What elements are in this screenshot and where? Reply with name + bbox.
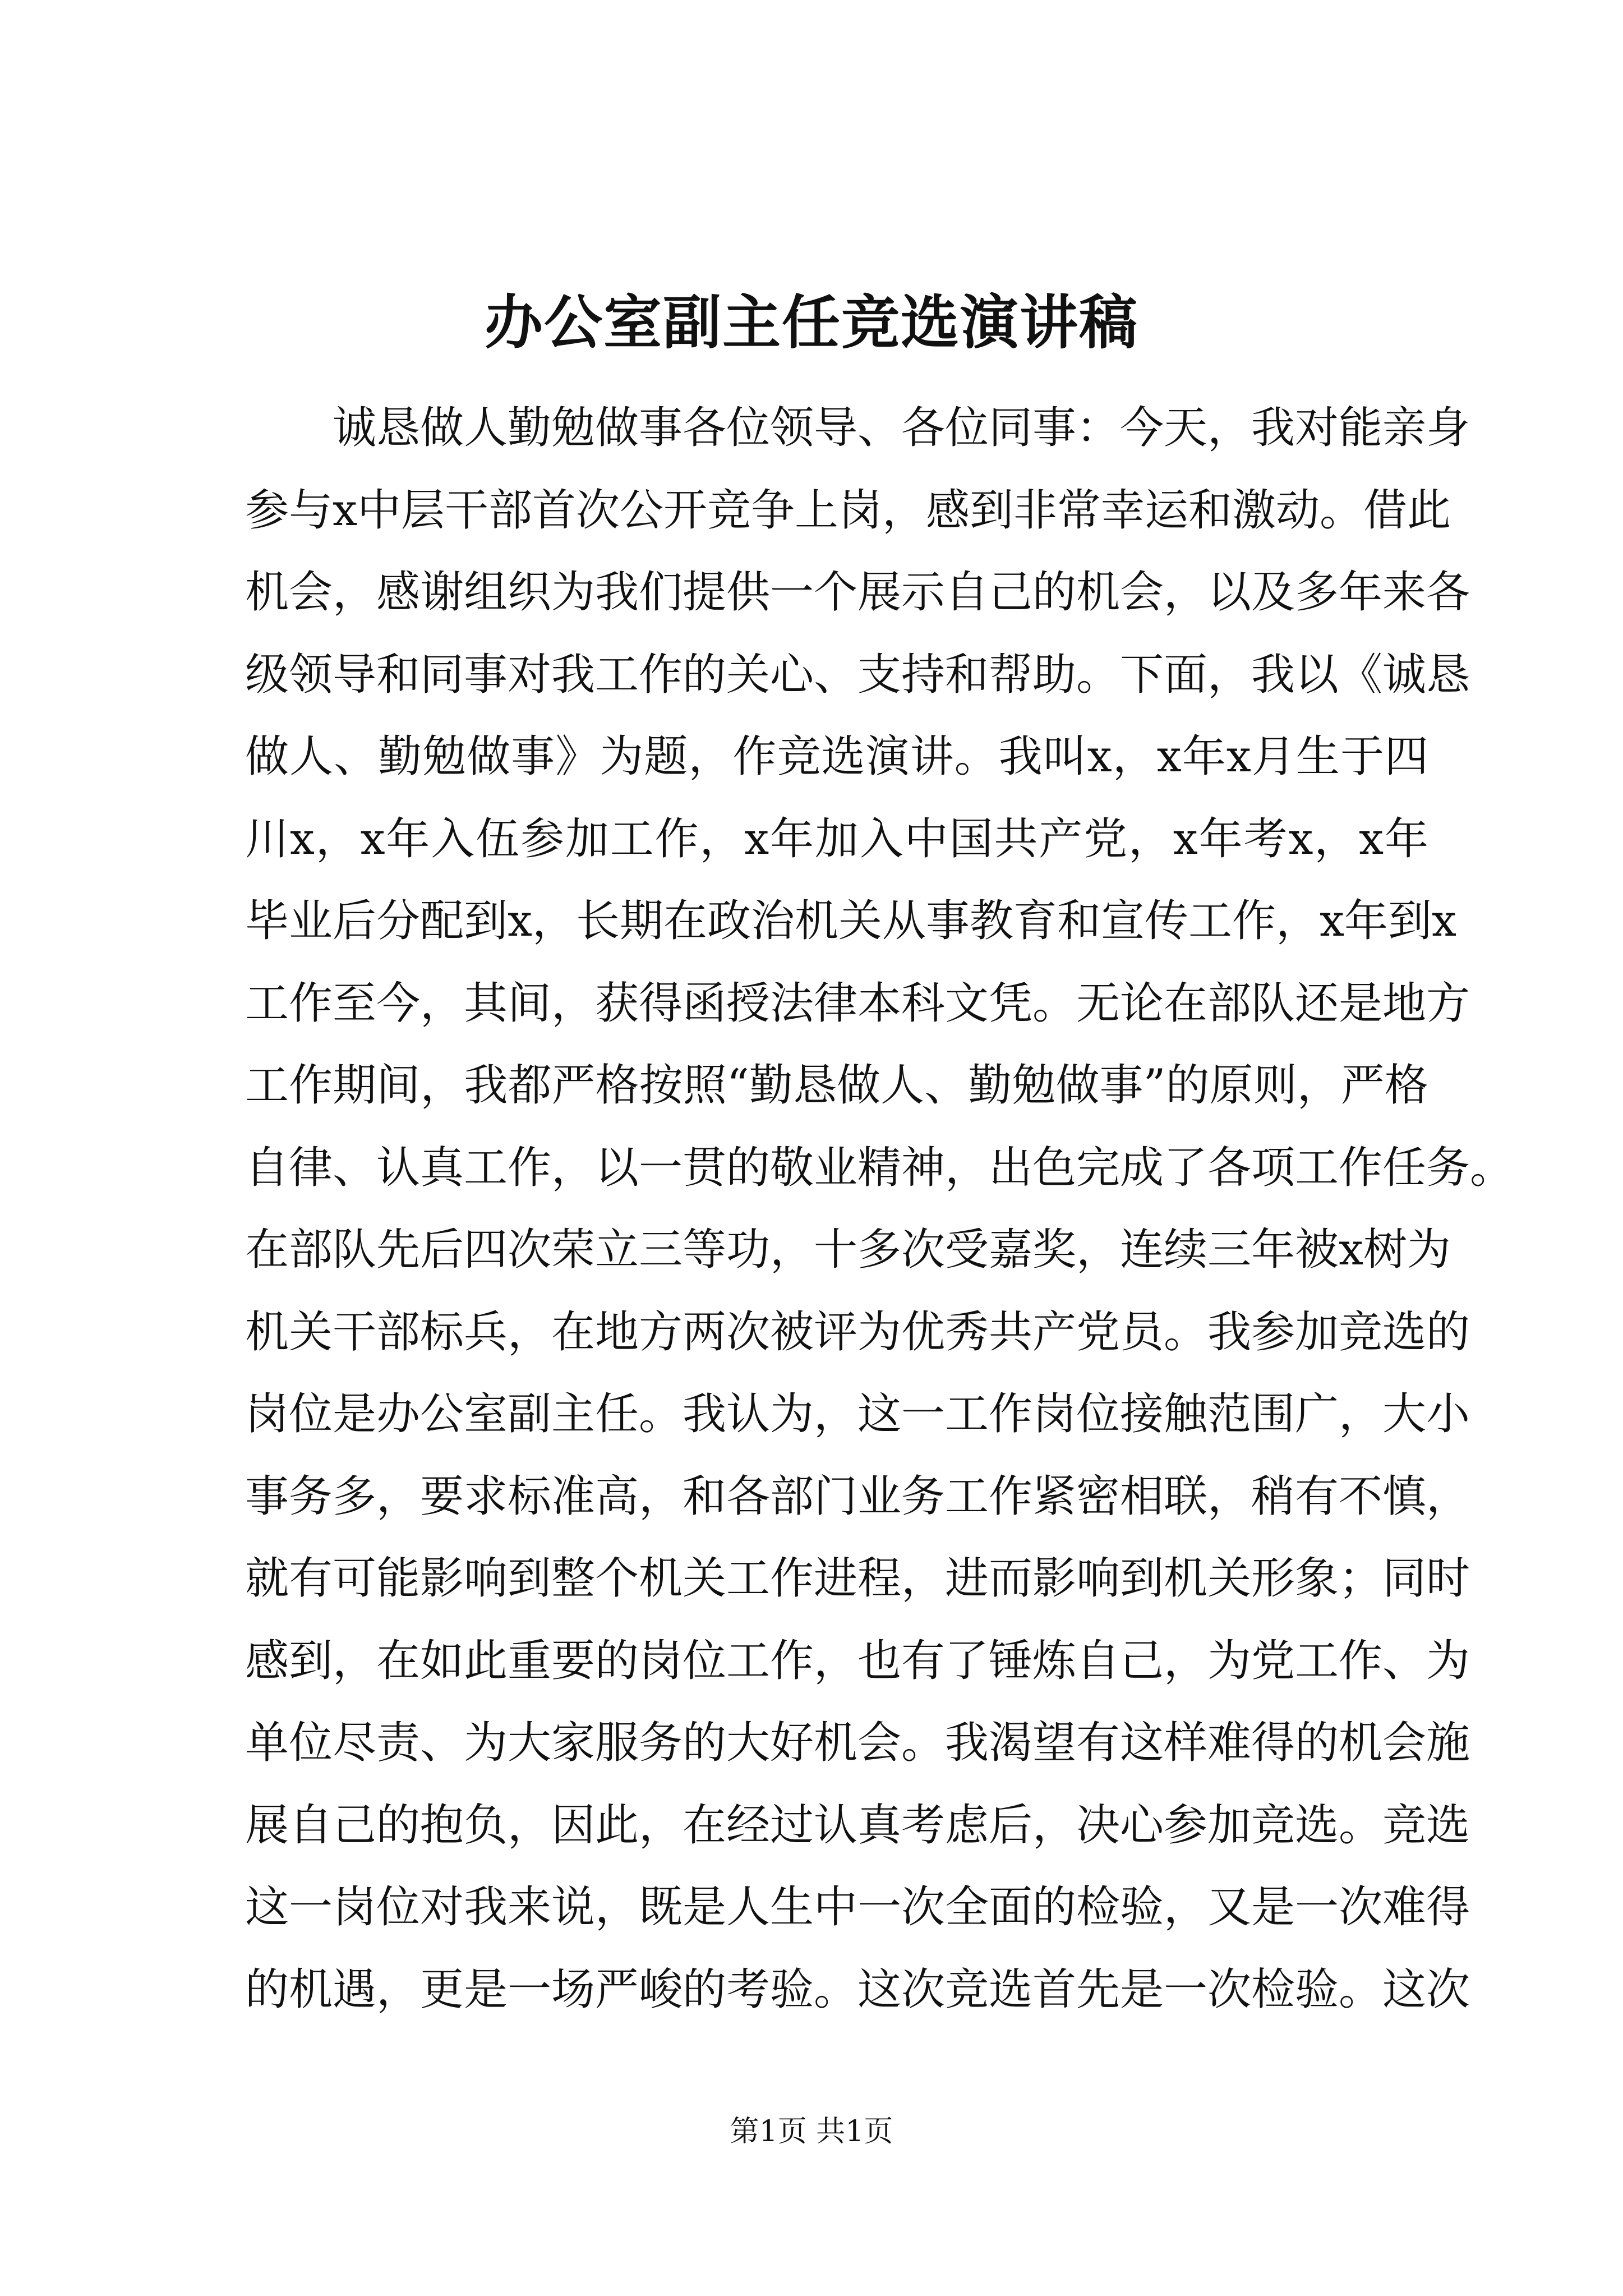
body-text: 感到，在如此重要的岗位工作，也有了锤炼自己，为党工作、为 [245, 1635, 1470, 1686]
body-text: 级领导和同事对我工作的关心、支持和帮助。下面，我以《诚恳 [245, 649, 1470, 700]
body-line-18 [245, 1784, 1470, 1867]
body-text: 在部队先后四次荣立三等功，十多次受嘉奖，连续三年被x树为 [245, 1225, 1451, 1275]
body-text: 单位尽责、为大家服务的大好机会。我渴望有这样难得的机会施 [245, 1718, 1470, 1768]
body-text: 事务多，要求标准高，和各部门业务工作紧密相联，稍有不慎， [245, 1471, 1470, 1522]
body-line-13 [245, 1373, 1470, 1456]
body-line-20 [245, 1949, 1470, 2031]
body-text: 就有可能影响到整个机关工作进程，进而影响到机关形象；同时 [245, 1553, 1470, 1604]
body-text: 诚恳做人勤勉做事各位领导、各位同事：今天，我对能亲身 [333, 403, 1470, 453]
body-text: 的机遇，更是一场严峻的考验。这次竞选首先是一次检验。这次 [245, 1964, 1470, 2015]
body-line-14 [245, 1456, 1470, 1538]
body-text: 参与x中层干部首次公开竞争上岗，感到非常幸运和激动。借此 [245, 485, 1451, 536]
body-text: 这一岗位对我来说，既是人生中一次全面的检验，又是一次难得 [245, 1882, 1470, 1932]
body-line-6 [245, 798, 1428, 881]
body-line-19 [245, 1866, 1470, 1949]
body-text: 岗位是办公室副主任。我认为，这一工作岗位接触范围广，大小 [245, 1389, 1470, 1439]
document-body [245, 387, 1514, 2031]
body-text: 自律、认真工作，以一贯的敬业精神，出色完成了各项工作任务。 [245, 1142, 1514, 1193]
body-text: 机关干部标兵，在地方两次被评为优秀共产党员。我参加竞选的 [245, 1306, 1470, 1358]
page-number-label: 第1页 共1页 [730, 2115, 893, 2148]
body-text: 展自己的抱负，因此，在经过认真考虑后，决心参加竞选。竞选 [245, 1800, 1470, 1851]
body-line-5 [245, 716, 1428, 798]
body-text: 工作至今，其间，获得函授法律本科文凭。无论在部队还是地方 [245, 978, 1470, 1029]
document-title: 办公室副主任竞选演讲稿 [484, 288, 1138, 357]
body-line-16 [245, 1620, 1470, 1703]
body-line-2 [245, 470, 1451, 552]
body-line-10 [245, 1127, 1514, 1209]
body-text: 毕业后分配到x，长期在政治机关从事教育和宣传工作，x年到x [245, 896, 1456, 946]
body-line-8 [245, 963, 1470, 1045]
body-line-4 [245, 634, 1470, 716]
body-text: 川x，x年入伍参加工作，x年加入中国共产党，x年考x，x年 [245, 813, 1428, 864]
body-line-1 [245, 387, 1470, 470]
body-line-9 [245, 1045, 1428, 1127]
body-text: 做人、勤勉做事》为题，作竞选演讲。我叫x，x年x月生于四 [245, 731, 1428, 782]
body-line-7 [245, 880, 1456, 963]
body-text: 机会，感谢组织为我们提供一个展示自己的机会，以及多年来各 [245, 567, 1470, 618]
page-footer [0, 2112, 1623, 2151]
body-line-17 [245, 1702, 1470, 1784]
body-line-12 [245, 1291, 1470, 1374]
body-text: 工作期间，我都严格按照“勤恳做人、勤勉做事”的原则，严格 [245, 1060, 1428, 1111]
body-line-15 [245, 1538, 1470, 1620]
body-line-3 [245, 551, 1470, 634]
body-line-11 [245, 1209, 1451, 1291]
